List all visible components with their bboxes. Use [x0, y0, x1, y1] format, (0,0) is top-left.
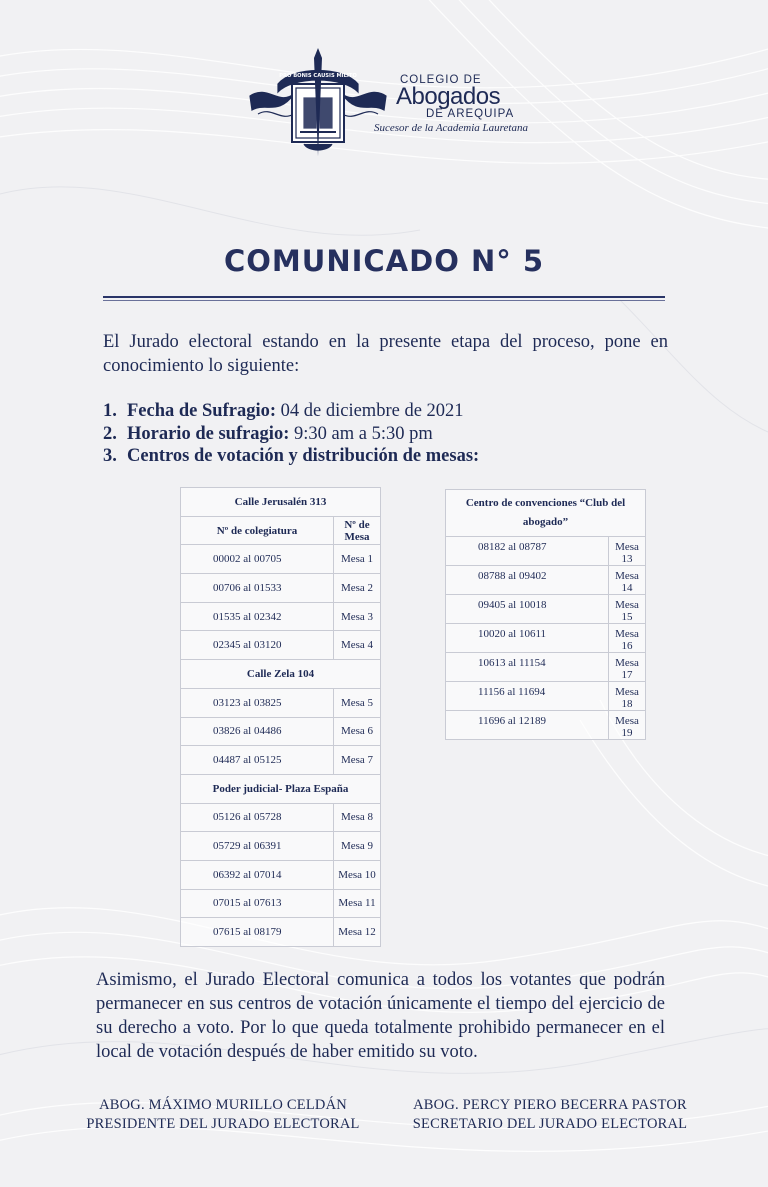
- header-logo: [248, 44, 528, 156]
- signature-name: ABOG. PERCY PIERO BECERRA PASTOR: [413, 1097, 687, 1113]
- intro-paragraph: El Jurado electoral estando en la presente etapa del proceso, pone en conocimiento lo siguiente:: [103, 332, 668, 376]
- range-cell: 08182 al 08787: [446, 537, 609, 566]
- range-cell: 09405 al 10018: [446, 595, 609, 624]
- mesa-cell: Mesa 5: [334, 688, 381, 717]
- logo-line-colegio: COLEGIO DE: [400, 74, 482, 86]
- column-header-mesa: Nº de Mesa: [334, 516, 381, 545]
- table-row: [181, 602, 381, 631]
- range-cell: 11696 al 12189: [446, 711, 609, 740]
- mesa-cell: Mesa 7: [334, 746, 381, 775]
- range-cell: 10613 al 11154: [446, 653, 609, 682]
- mesa-cell: Mesa 12: [334, 918, 381, 947]
- table-mesas-right: [445, 489, 646, 740]
- list-label: Centros de votación y distribución de mesas:: [127, 446, 480, 466]
- table-row: [446, 595, 646, 624]
- range-cell: 03123 al 03825: [181, 688, 334, 717]
- mesa-cell: Mesa 8: [334, 803, 381, 832]
- mesa-cell: Mesa 17: [609, 653, 646, 682]
- range-cell: 04487 al 05125: [181, 746, 334, 775]
- page-title: COMUNICADO N° 5: [224, 244, 544, 278]
- table-row: [446, 566, 646, 595]
- range-cell: 03826 al 04486: [181, 717, 334, 746]
- closing-paragraph: Asimismo, el Jurado Electoral comunica a todos los votantes que podrán permanecer en sus centros de votación únicamente el tiempo del ejercicio de su derecho a voto. Por lo que queda totalmente prohibido permanecer en el local de votación después de haber emitido su voto.: [96, 970, 665, 1062]
- table-row: [181, 688, 381, 717]
- table-row: [446, 653, 646, 682]
- signature-president: [78, 1096, 368, 1134]
- table-row: [181, 832, 381, 861]
- range-cell: 07015 al 07613: [181, 889, 334, 918]
- crest-motto: PRO BONIS CAUSIS MILITO: [279, 73, 357, 79]
- signature-role: PRESIDENTE DEL JURADO ELECTORAL: [86, 1116, 360, 1132]
- title-divider-thin: [103, 300, 665, 301]
- mesa-cell: Mesa 2: [334, 574, 381, 603]
- section-header-club-abogado: Centro de convenciones “Club del abogado”: [446, 490, 646, 537]
- mesa-cell: Mesa 3: [334, 602, 381, 631]
- table-row: [181, 860, 381, 889]
- table-row: [446, 682, 646, 711]
- range-cell: 11156 al 11694: [446, 682, 609, 711]
- range-cell: 02345 al 03120: [181, 631, 334, 660]
- mesa-cell: Mesa 10: [334, 860, 381, 889]
- table-row: [181, 746, 381, 775]
- logo-wordmark: [374, 74, 536, 134]
- table-row: [446, 537, 646, 566]
- table-row: [446, 711, 646, 740]
- mesa-cell: Mesa 13: [609, 537, 646, 566]
- list-number: 1.: [103, 401, 117, 421]
- table-row: [181, 717, 381, 746]
- list-item: [103, 445, 683, 468]
- range-cell: 10020 al 10611: [446, 624, 609, 653]
- table-row: [446, 624, 646, 653]
- logo-tagline: Sucesor de la Academia Lauretana: [374, 122, 528, 134]
- mesa-cell: Mesa 9: [334, 832, 381, 861]
- mesa-cell: Mesa 14: [609, 566, 646, 595]
- range-cell: 05729 al 06391: [181, 832, 334, 861]
- range-cell: 05126 al 05728: [181, 803, 334, 832]
- range-cell: 07615 al 08179: [181, 918, 334, 947]
- range-cell: 01535 al 02342: [181, 602, 334, 631]
- table-row: [181, 918, 381, 947]
- table-row: [181, 803, 381, 832]
- table-row: [181, 889, 381, 918]
- coat-of-arms-icon: [248, 44, 388, 156]
- mesa-cell: Mesa 19: [609, 711, 646, 740]
- range-cell: 06392 al 07014: [181, 860, 334, 889]
- signature-secretary: [402, 1096, 698, 1134]
- mesa-cell: Mesa 18: [609, 682, 646, 711]
- mesa-cell: Mesa 6: [334, 717, 381, 746]
- list-label: Fecha de Sufragio:: [127, 401, 277, 421]
- list-number: 3.: [103, 446, 117, 466]
- range-cell: 08788 al 09402: [446, 566, 609, 595]
- list-item: [103, 400, 683, 423]
- mesa-cell: Mesa 16: [609, 624, 646, 653]
- table-mesas-left: [180, 487, 381, 947]
- mesa-cell: Mesa 11: [334, 889, 381, 918]
- title-divider: [103, 296, 665, 298]
- range-cell: 00002 al 00705: [181, 545, 334, 574]
- range-cell: 00706 al 01533: [181, 574, 334, 603]
- section-header-poder-judicial: Poder judicial- Plaza España: [181, 774, 381, 803]
- info-list: [103, 400, 683, 468]
- mesa-cell: Mesa 4: [334, 631, 381, 660]
- list-label: Horario de sufragio:: [127, 423, 290, 444]
- list-value: 04 de diciembre de 2021: [276, 401, 464, 421]
- signature-name: ABOG. MÁXIMO MURILLO CELDÁN: [99, 1097, 347, 1113]
- logo-line-arequipa: DE AREQUIPA: [426, 108, 515, 120]
- table-row: [181, 631, 381, 660]
- list-value: 9:30 am a 5:30 pm: [289, 423, 433, 444]
- table-row: [181, 545, 381, 574]
- table-row: [181, 574, 381, 603]
- column-header-colegiatura: Nº de colegiatura: [181, 516, 334, 545]
- signature-role: SECRETARIO DEL JURADO ELECTORAL: [412, 1116, 688, 1132]
- mesa-cell: Mesa 15: [609, 595, 646, 624]
- section-header-zela: Calle Zela 104: [181, 660, 381, 689]
- list-item: [103, 423, 683, 446]
- logo-line-abogados: Abogados: [396, 83, 501, 110]
- list-number: 2.: [103, 423, 117, 444]
- mesa-cell: Mesa 1: [334, 545, 381, 574]
- section-header-jerusalen: Calle Jerusalén 313: [181, 488, 381, 517]
